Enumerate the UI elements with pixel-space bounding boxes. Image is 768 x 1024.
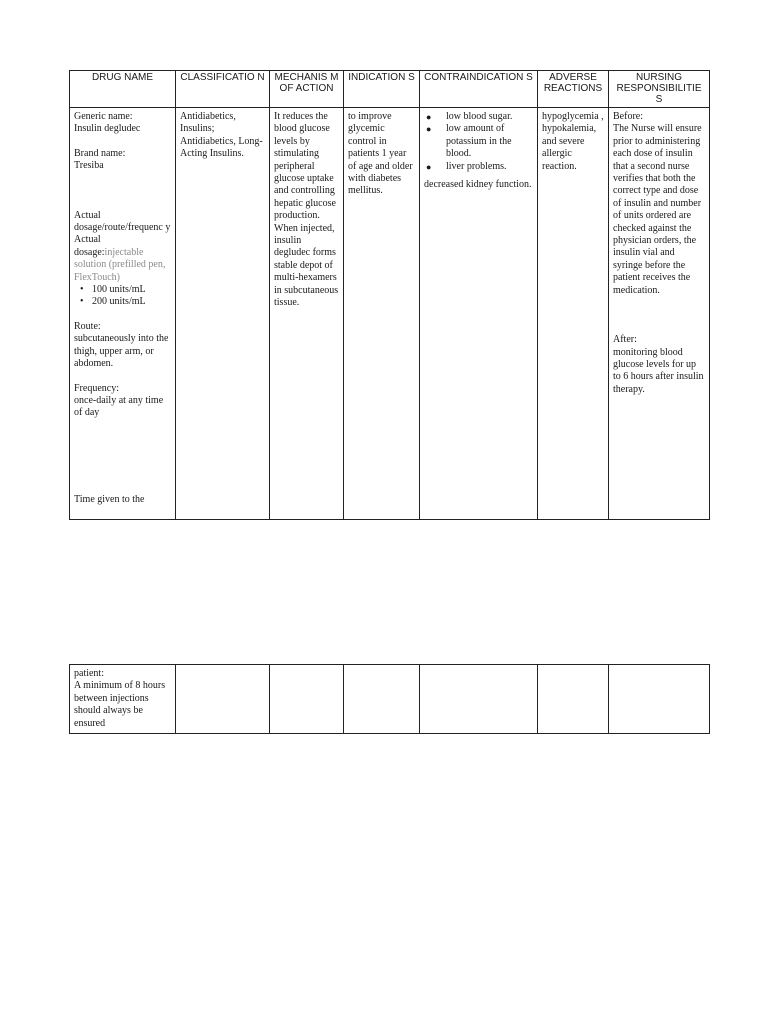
drug-study-table bbox=[69, 70, 710, 520]
classification-line: Insulins; bbox=[180, 123, 215, 135]
generic-name-value: Insulin degludec bbox=[74, 123, 141, 135]
empty-cell bbox=[609, 665, 710, 734]
classification-cell bbox=[176, 108, 270, 520]
list-item: • 200 units/mL bbox=[92, 296, 171, 308]
header-row bbox=[70, 71, 710, 108]
after-label: After: bbox=[613, 334, 637, 346]
list-item: ● low amount of potassium in the blood. bbox=[446, 123, 533, 160]
mechanism-cell: It reduces the blood glucose levels by stimulating peripheral glucose uptake and controlling hepatic glucose production. When injected, insulin degludec forms stable depot of multi-hexamers in subcutaneous tissue. bbox=[270, 108, 344, 520]
list-item: • 100 units/mL bbox=[92, 284, 171, 296]
drug-name-cell-continued bbox=[70, 665, 176, 734]
route-label: Route: bbox=[74, 320, 101, 332]
header-classification: CLASSIFICATIO N bbox=[176, 71, 270, 108]
header-nursing-responsibilities: NURSING RESPONSIBILITIE S bbox=[609, 71, 710, 108]
drug-name-cell bbox=[70, 108, 176, 520]
empty-cell bbox=[420, 665, 538, 734]
indications-cell: to improve glycemic control in patients 1 year of age and older with diabetes mellitus. bbox=[344, 108, 420, 520]
dosage-line bbox=[74, 234, 171, 284]
before-text: The Nurse will ensure prior to administering each dose of insulin that a second nurse verifies that both the correct type and dose of insulin and number of units ordered are checked against the physician orders, the insulin vial and syringe before the patient receives the medication. bbox=[613, 123, 702, 296]
table-row bbox=[70, 665, 710, 734]
classification-line: Antidiabetics, bbox=[180, 111, 236, 122]
header-contraindications: CONTRAINDICATION S bbox=[420, 71, 538, 108]
frequency-value: once-daily at any time of day bbox=[74, 394, 164, 419]
empty-cell bbox=[344, 665, 420, 734]
header-indications: INDICATION S bbox=[344, 71, 420, 108]
time-given-continued: patient: bbox=[74, 668, 104, 679]
classification-line: Antidiabetics, Long-Acting Insulins. bbox=[180, 135, 263, 160]
contraindications-cell bbox=[420, 108, 538, 520]
dosage-label: Actual dosage: bbox=[74, 234, 105, 258]
list-item: ● liver problems. bbox=[446, 161, 533, 173]
header-adverse-reactions: ADVERSE REACTIONS bbox=[538, 71, 609, 108]
nursing-cell bbox=[609, 108, 710, 520]
brand-name-label: Brand name: bbox=[74, 147, 126, 159]
empty-cell bbox=[538, 665, 609, 734]
contraindications-list bbox=[424, 111, 533, 173]
dosage-value: injectable solution (prefilled pen, FlexTouch) bbox=[74, 246, 166, 283]
after-text: monitoring blood glucose levels for up to 6 hours after insulin therapy. bbox=[613, 346, 704, 395]
empty-cell bbox=[176, 665, 270, 734]
header-drug-name: DRUG NAME bbox=[70, 71, 176, 108]
time-given-value: A minimum of 8 hours between injections should always be ensured bbox=[74, 680, 166, 729]
time-given-label: Time given to the bbox=[74, 493, 145, 505]
header-mechanism: MECHANIS M OF ACTION bbox=[270, 71, 344, 108]
before-label: Before: bbox=[613, 111, 643, 122]
frequency-label: Frequency: bbox=[74, 382, 119, 394]
brand-name-value: Tresiba bbox=[74, 160, 104, 172]
route-value: subcutaneously into the thigh, upper arm, or abdomen. bbox=[74, 333, 169, 370]
adverse-reactions-cell: hypoglycemia , hypokalemia, and severe allergic reaction. bbox=[538, 108, 609, 520]
drug-study-table-continued bbox=[69, 664, 710, 734]
list-item: ● low blood sugar. bbox=[446, 111, 533, 123]
dosage-route-label: Actual dosage/route/frequenc y bbox=[74, 209, 171, 234]
contraindication-extra: decreased kidney function. bbox=[424, 179, 532, 191]
table-row bbox=[70, 108, 710, 520]
dosage-list bbox=[74, 284, 171, 309]
empty-cell bbox=[270, 665, 344, 734]
generic-name-label: Generic name: bbox=[74, 111, 133, 122]
